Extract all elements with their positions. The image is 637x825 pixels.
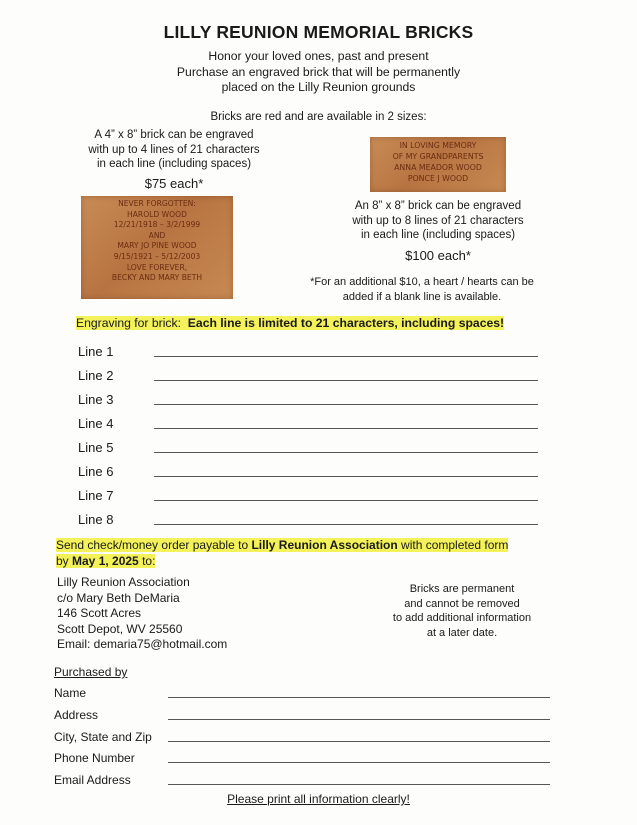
- intro-line: Purchase an engraved brick that will be permanently: [176, 64, 461, 79]
- line-input[interactable]: [154, 476, 538, 477]
- send-text: with completed form: [397, 538, 509, 552]
- send-text: to:: [138, 553, 156, 568]
- large-brick-desc-line: An 8” x 8” brick can be engraved: [354, 200, 522, 212]
- line-label: Line 5: [78, 440, 114, 455]
- line-label: Line 7: [78, 488, 114, 503]
- line-label: Line 3: [78, 392, 114, 407]
- line-input[interactable]: [154, 500, 538, 501]
- large-brick-desc-line: in each line (including spaces): [360, 229, 516, 241]
- intro-line: Honor your loved ones, past and present: [208, 49, 429, 63]
- small-brick-price: $75 each*: [144, 175, 204, 191]
- small-brick-desc-line: A 4” x 8” brick can be engraved: [94, 129, 254, 141]
- engraving-rule: Each line is limited to 21 characters, including spaces!: [187, 316, 505, 330]
- line-label: Line 4: [78, 416, 114, 431]
- line-input[interactable]: [154, 404, 538, 405]
- line-label: Line 8: [78, 512, 114, 527]
- line-label: Line 2: [78, 368, 114, 383]
- payee-name: Lilly Reunion Association: [251, 538, 398, 552]
- heart-note: [292, 275, 552, 304]
- engraving-line-row[interactable]: [78, 361, 538, 385]
- page-title: LILLY REUNION MEMORIAL BRICKS: [163, 22, 474, 42]
- brick-text-line: ANNA MEADOR WOOD: [394, 163, 482, 172]
- sample-brick-large: [370, 137, 506, 192]
- brick-text-line: IN LOVING MEMORY: [399, 141, 477, 150]
- address-line: 146 Scott Acres: [57, 606, 142, 620]
- field-label: City, State and Zip: [54, 730, 152, 744]
- permanent-note-line: at a later date.: [426, 626, 498, 639]
- field-label: Address: [54, 708, 99, 722]
- purchaser-field-row[interactable]: [54, 747, 550, 767]
- engraving-line-row[interactable]: [78, 337, 538, 361]
- payment-instructions: [56, 538, 546, 569]
- engraving-line-row[interactable]: [78, 385, 538, 409]
- email-field[interactable]: [168, 784, 550, 785]
- engraving-line-row[interactable]: [78, 505, 538, 529]
- mailing-address: [57, 575, 227, 653]
- deadline: May 1, 2025: [72, 553, 139, 568]
- address-field[interactable]: [168, 719, 550, 720]
- line-label: Line 1: [78, 344, 114, 359]
- footer-note: Please print all information clearly!: [227, 792, 410, 806]
- purchaser-heading: Purchased by: [54, 665, 128, 679]
- purchaser-field-row[interactable]: [54, 682, 550, 702]
- city-state-zip-field[interactable]: [168, 741, 550, 742]
- permanent-note-line: Bricks are permanent: [409, 583, 515, 595]
- permanent-note-line: and cannot be removed: [404, 597, 520, 610]
- purchaser-field-row[interactable]: [54, 769, 550, 789]
- engraving-line-row[interactable]: [78, 409, 538, 433]
- send-text: by: [56, 553, 73, 568]
- sample-brick-small: [81, 196, 233, 299]
- intro-line: placed on the Lilly Reunion grounds: [221, 80, 416, 94]
- line-input[interactable]: [154, 380, 538, 381]
- engraving-heading: [76, 316, 504, 330]
- line-input[interactable]: [154, 452, 538, 453]
- line-input[interactable]: [154, 428, 538, 429]
- intro-text: [0, 49, 637, 96]
- engraving-label: Engraving for brick:: [76, 316, 181, 330]
- brick-text-line: LOVE FOREVER,: [126, 262, 188, 272]
- small-brick-desc-line: in each line (including spaces): [96, 158, 252, 170]
- address-line: c/o Mary Beth DeMaria: [57, 590, 180, 605]
- brick-text-line: MARY JO PINE WOOD: [117, 241, 197, 251]
- heart-note-line: added if a blank line is available.: [342, 290, 502, 303]
- brick-text-line: HAROLD WOOD: [127, 209, 187, 219]
- address-line: Lilly Reunion Association: [57, 575, 190, 589]
- brick-text-line: 12/21/1918 – 3/2/1999: [113, 220, 201, 230]
- brick-text-line: AND: [148, 230, 166, 240]
- brick-text-line: NEVER FORGOTTEN:: [118, 199, 196, 208]
- brick-text-line: OF MY GRANDPARENTS: [392, 152, 484, 161]
- brick-text-line: 9/15/1921 – 5/12/2003: [113, 251, 201, 261]
- field-label: Name: [54, 686, 87, 700]
- large-brick-description: [330, 199, 546, 263]
- phone-field[interactable]: [168, 762, 550, 763]
- send-text: Send check/money order payable to: [56, 538, 252, 552]
- large-brick-desc-line: with up to 8 lines of 21 characters: [352, 214, 524, 227]
- sizes-text: Bricks are red and are available in 2 sizes:: [210, 111, 427, 123]
- permanent-note: [374, 582, 550, 640]
- line-input[interactable]: [154, 356, 538, 357]
- permanent-note-line: to add additional information: [392, 612, 532, 624]
- purchaser-field-row[interactable]: [54, 726, 550, 746]
- name-field[interactable]: [168, 697, 550, 698]
- small-brick-desc-line: with up to 4 lines of 21 characters: [88, 143, 260, 156]
- large-brick-price: $100 each*: [405, 247, 471, 263]
- engraving-line-row[interactable]: [78, 481, 538, 505]
- small-brick-description: [64, 128, 284, 191]
- engraving-line-row[interactable]: [78, 433, 538, 457]
- brick-text-line: PONCE J WOOD: [407, 174, 469, 183]
- line-input[interactable]: [154, 524, 538, 525]
- line-label: Line 6: [78, 464, 114, 479]
- brick-text-line: BECKY AND MARY BETH: [111, 273, 203, 283]
- engraving-line-row[interactable]: [78, 457, 538, 481]
- field-label: Phone Number: [54, 751, 135, 765]
- heart-note-line: *For an additional $10, a heart / hearts can be: [310, 276, 534, 288]
- field-label: Email Address: [54, 773, 131, 787]
- purchaser-field-row[interactable]: [54, 704, 550, 724]
- email-address: Email: demaria75@hotmail.com: [57, 637, 228, 651]
- address-line: Scott Depot, WV 25560: [57, 621, 183, 636]
